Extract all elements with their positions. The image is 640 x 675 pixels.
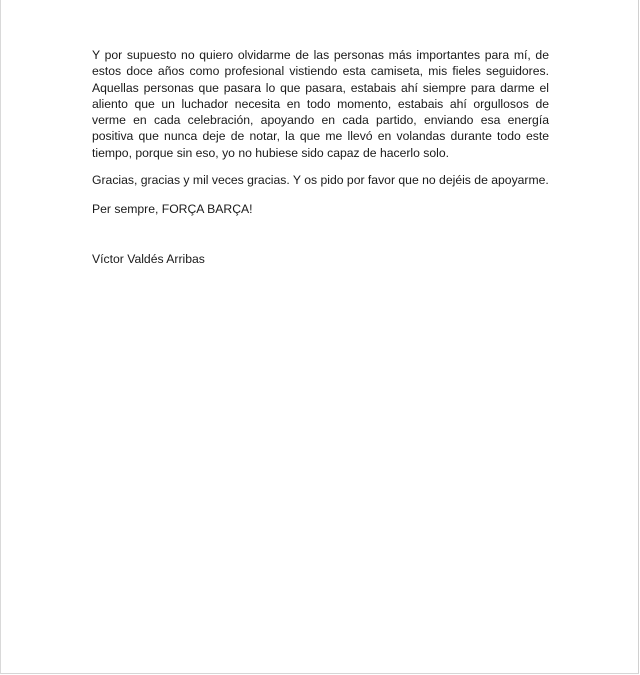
letter-body — [92, 47, 549, 267]
letter-paragraph-supporters: Y por supuesto no quiero olvidarme de las personas más importantes para mí, de estos doce años como profesional vistiendo esta camiseta, mis fieles seguidores. Aquellas personas que pasara lo que pasara, estabais ahí siempre para darme el aliento que un luchador necesita en todo momento, estabais ahí orgullosos de verme en cada celebración, apoyando en cada partido, enviando esa energía positiva que nunca deje de notar, la que me llevó en volandas durante todo este tiempo, porque sin eso, yo no hubiese sido capaz de hacerlo solo. — [92, 48, 549, 160]
letter-signature: Víctor Valdés Arribas — [92, 251, 205, 266]
letter-closing: Per sempre, FORÇA BARÇA! — [92, 202, 253, 217]
letter-paragraph-thanks: Gracias, gracias y mil veces gracias. Y os pido por favor que no dejéis de apoyarme. — [92, 173, 549, 188]
